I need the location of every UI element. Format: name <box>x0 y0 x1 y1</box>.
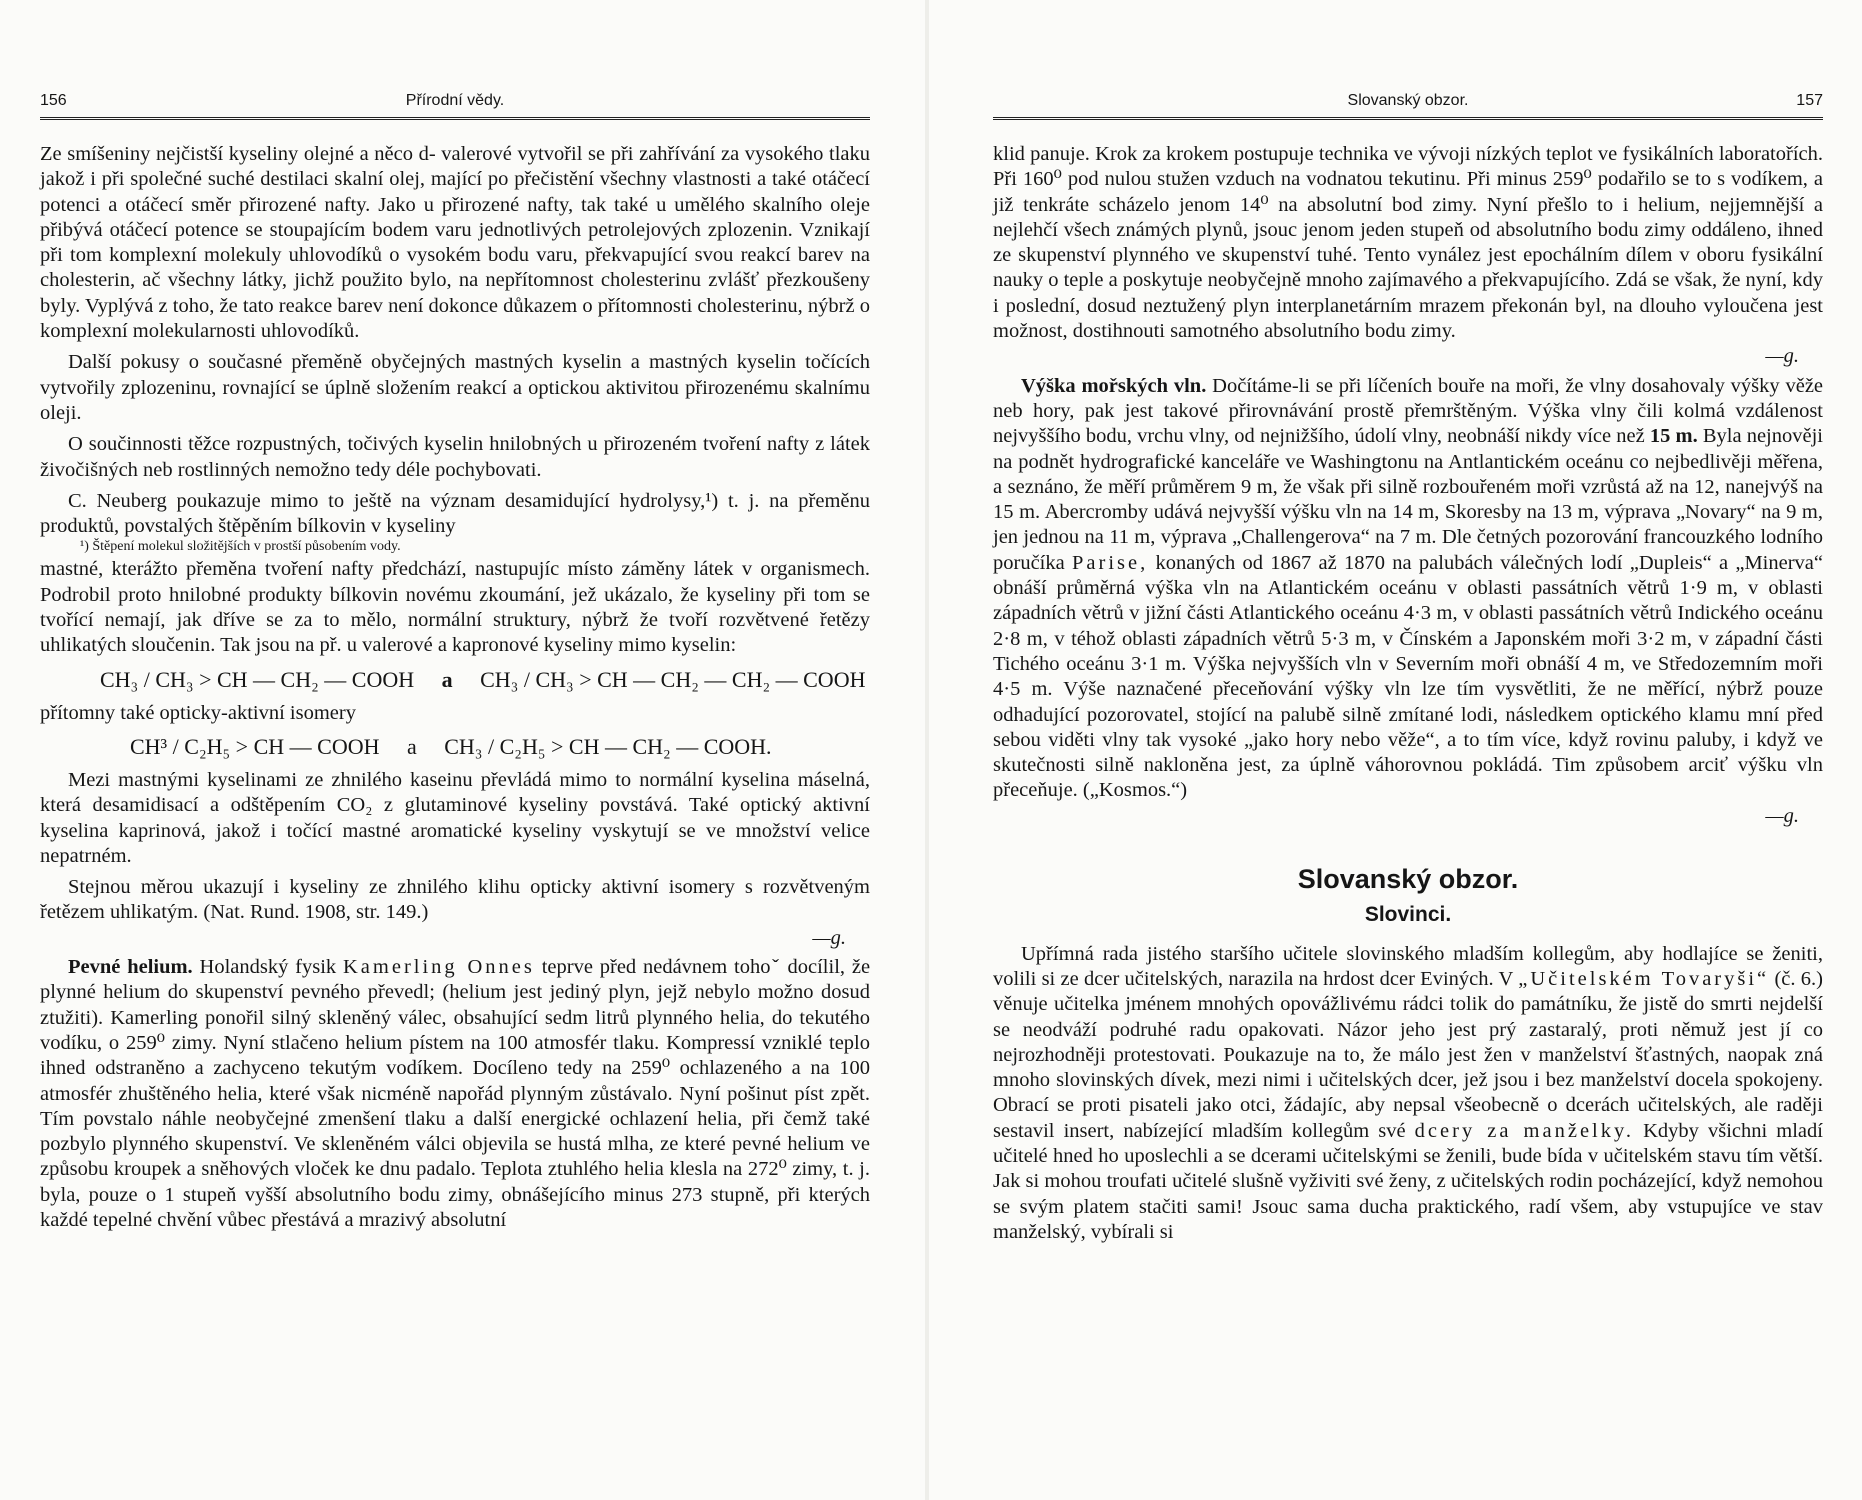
emphasis: 15 m. <box>1649 425 1698 448</box>
left-header <box>40 92 870 116</box>
paragraph: Ze smíšeniny nejčistší kyseliny olejné a něco d- valerové vytvořil se při zahřívání za vysokého tlaku jakož i při společné suché destilaci skalní olej, mající po přečistění všechny vlastnosti a také otáčecí potenci a otáčecí směr přirozené nafty. Jako u přirozené nafty, tak také u umělého skalního oleje přibývá otáčecí potence se stoupajícím bodem varu jednotlivých petrolejových zplozenin. Vznikají při tom komplexní molekuly uhlovodíků o vysokém bodu varu, překvapující svou reakcí barev na cholesterin, ač všechny látky, jichž použito bylo, na nepřítomnost cholesterinu zvlášť přezkoušeny byly. Vyplývá z toho, že tato reakce barev není dokonce důkazem o přítomnosti cholesterinu, nýbrž o komplexní molekularnosti uhlovodíků. <box>40 143 870 343</box>
left-page <box>40 0 870 1500</box>
slovinci-article <box>993 942 1823 1246</box>
right-page <box>993 0 1823 1500</box>
waves-article <box>993 374 1823 804</box>
person-name: Kamerling Onnes <box>343 956 535 979</box>
left-body <box>40 142 870 1239</box>
article-title-waves: Výška mořských vln. <box>1021 374 1207 397</box>
formula-row-2 <box>130 734 870 760</box>
gutter <box>925 0 929 1500</box>
paragraph: Další pokusy o současné přeměně obyčejných mastných kyselin a mastných kyselin točících vytvořily zplozeninu, rovnající se úplně složením reakcí a optickou aktivitou přirozenému skalnímu oleji. <box>40 351 870 424</box>
paragraph: O součinnosti těžce rozpustných, točivých kyselin hnilobných u přirozeném tvoření nafty z látek živočišných neb rostlinných nemožno tedy déle pochybovati. <box>40 433 870 481</box>
formula-and: a <box>441 666 453 692</box>
article-text: konaných od 1867 až 1870 na palubách válečných lodí „Dupleis“ a „Minerva“ obnáší průměrná výška vln na Atlantickém oceánu v oblasti passátních větrů 1·9 m, v oblasti západních větrů v jižní části Atlantického oceánu 4·3 m, v oblasti passátních větrů Indického oceánu 2·8 m, v téhož oblasti západních větrů 5·3 m, v Čínském a Japonském moři 3·2 m, v západní části Tichého oceánu 3·1 m. Výška nejvyšších vln v Severním moři obnáší 4 m, ve Středozemním moři 4·5 m. Výše naznačené přeceňování výšky vln lze tím vysvětliti, že ne měřící, nýbrž pouze odhadující pozorovatel, stojící na palubě silně zmítané lodi, následkem optického klamu mní před sebou viděti vlny tak vysoké „jako hory nebo věže“, a to tím více, když rovinu paluby, i když ve skutečnosti silně nakloněna jest, za úplně váhorovnou pokládá. Tim způsobem arciť výšku vln přeceňuje. („Kosmos.“) <box>993 551 1824 802</box>
section-subtitle: Slovinci. <box>1364 903 1452 927</box>
left-header-rule <box>40 117 870 120</box>
paragraph: Stejnou měrou ukazují i kyseliny ze zhnilého klihu opticky aktivní isomery s rozvětveným řetězem uhlikatým. (Nat. Rund. 1908, str. 149.) <box>40 876 870 924</box>
formula-isomer-1: CH³ / C₂H₅ > CH — COOH <box>130 733 380 759</box>
left-page-number: 156 <box>40 92 67 109</box>
paragraph: Mezi mastnými kyselinami ze zhnilého kaseinu převládá mimo to normální kyselina máselná, která desamidisací a odštěpením CO₂ z glutaminové kyseliny povstává. Také optický aktivní kyselina kaprinová, jakož i točící mastné aromatické kyseliny vyskytují se ve množství velice nepatrném. <box>40 768 870 867</box>
person-name: Parise, <box>1072 551 1149 574</box>
right-running-title: Slovanský obzor. <box>1347 92 1469 109</box>
article-text: Dočítáme-li se při líčeních bouře na moři, že vlny dosahovaly výšky věže neb hory, pak jest takové přirovnávání prostě přemrštěným. Výška vlny čili kolmá vzdálenost nejvyššího bodu, vrchu vlny, od nejnižšího, údolí vlny, neobnáší nikdy více než <box>993 374 1824 448</box>
formula-valeric: CH₃ / CH₃ > CH — CH₂ — COOH <box>100 666 415 692</box>
left-running-title: Přírodní vědy. <box>405 92 505 109</box>
helium-article <box>40 955 870 1233</box>
signature: —g. <box>812 926 846 949</box>
article-text: Upřímná rada jistého staršího učitele slovinského mladším kollegům, aby hodlajíce se ženiti, volili si ze dcer učitelských, narazila na hrdost dcer Eviných. V <box>993 942 1823 990</box>
right-header <box>993 92 1823 116</box>
article-text: Byla nejnověji na podnět hydrografické kanceláře ve Washingtonu na Antlantickém oceánu co nejbedlivěji měřena, a seznáno, že měří průměrem 9 m, že však při silně rozbouřeném moři vzrůstá až na 12, nanejvýš na 15 m. Abercromby udává nejvyšší výšku vln na 14 m, Skoresby na 13 m, výprava „Novary“ na 9 m, jen jednou na 11 m, výprava „Challengerova“ na 7 m. Dle četných pozorování francouzkého lodního poručíka <box>993 425 1823 574</box>
signature: —g. <box>1765 804 1799 827</box>
formula-row-1 <box>100 667 870 693</box>
right-body <box>993 142 1823 1251</box>
right-header-rule <box>993 117 1823 120</box>
right-page-number: 157 <box>1796 92 1823 109</box>
article-text: Kdyby všichni mladí učitelé hned ho uposlechli a se dcerami učitelskými se ženili, bude bída v učitelském stavu tím větší. Jak si mohou troufati učitelé slušně vyživiti své ženy, z učitelských rodin pocházející, když nemohou se svým platem stačiti sami! Jsouc sama ducha praktického, radí všem, aby vstupujíce ve stav manželský, vybírali si <box>993 1119 1823 1243</box>
article-text: (č. 6.) věnuje učitelka jménem mnohých opovážlivému rádci tolik do památníku, že jistě do smrti nejdelší se neodváží podruhé radu opakovati. Názor jeho jest prý zastaralý, proti němuž jest jí co nejrozhodněji protestovati. Poukazuje na to, že málo jest žen v manželství šťastných, naopak zná mnoho slovinských dívek, mezi nimi i učitelských dcer, jež jsou i bez manželství docela spokojeny. Obrací se proti pisateli jako otci, žádajíc, aby nepsal všeobecně o dcerách učitelských, ale raději sestavil insert, nabízející mladším kollegům své <box>993 967 1823 1142</box>
formula-intro: přítomny také opticky-aktivní isomery <box>40 701 356 724</box>
section-title: Slovanský obzor. <box>1297 864 1519 895</box>
footnote: ¹) Štěpení molekul složitějších v prostší působením vody. <box>80 539 401 555</box>
article-text: teprve před nedávnem tohoˇ docílil, že plynné helium do skupenství pevného převedl; (helium jest jediný plyn, jejž nebylo možno dosud ztužiti). Kamerling ponořil silný skleněný válec, obsahující sedm litrů plynného helia, do tekutého vodíku, o 259⁰ zimy. Nyní stlačeno helium pístem na 100 atmosfér tlaku. Kompressí vzniklé teplo ihned odstraněno a zachyceno tekutým vodíkem. Docíleno tedy na 259⁰ ochlazeného a na 100 atmosfér zhuštěného helia, které však nicméně napořád plynným zůstávalo. Nyní pošinut píst zpět. Tím povstalo náhle neobyčejné zmenšení tlaku a další energické ochlazení helia, při čemž také pozbylo plynného skupenství. Ve skleněném válci objevila se hustá mlha, ze které pevné helium ve způsobu kroupek a sněhových vloček ke dnu padalo. Teplota ztuhlého helia klesla na 272⁰ zimy, t. j. byla, pouze o 1 stupeň vyšší absolutního bodu zimy, obnášejícího minus 273 stupně, při kterých každé tepelné chvění vůbec přestává a mrazivý absolutní <box>40 956 871 1231</box>
formula-caproic: CH₃ / CH₃ > CH — CH₂ — CH₂ — COOH <box>480 666 866 692</box>
article-text: Holandský fysik <box>199 956 337 979</box>
journal-name: „Učitelském Tovaryši“ <box>1518 967 1770 990</box>
paragraph-continued: mastné, kterážto přeměna tvoření nafty předchází, nastupujíc místo záměny látek v organismech. Podrobil proto hnilobné produkty bílkovin novému zkoumání, jež ukázalo, že kyseliny při tom se tvořící nemají, jak dříve se za to mělo, normální struktury, nýbrž že tvoří rozvětvené řetězy uhlikatých sloučenin. Tak jsou na př. u valerové a kapronové kyseliny mimo kyselin: <box>40 558 870 657</box>
signature: —g. <box>1765 345 1799 368</box>
paragraph: klid panuje. Krok za krokem postupuje technika ve vývoji nízkých teplot ve fysikálních laboratořích. Při 160⁰ pod nulou stužen vzduch na vodnatou tekutinu. Při minus 259⁰ podařilo se to s vodíkem, a již tenkráte scházelo jenom 14⁰ na absolutní bod zimy. Nyní přešlo to i helium, nejjemnější a nejlehčí všech známých plynů, jsouc jenom jeden stupeň od absolutního bodu zimy oddáleno, ihned ze skupenství plynného ve skupenství tuhé. Tento vynález jest epochálním dílem v oboru fysikální nauky o teple a poskytuje neobyčejně mnoho zajímavého a překvapujícího. Zdá se však, že nyní, kdy i poslední, dosud neztužený plyn interplanetárním mrazem překonán byl, na dlouho vyloučena jest možnost, dostihnouti samotného absolutního bodu zimy. <box>993 143 1823 343</box>
paragraph: C. Neuberg poukazuje mimo to ještě na význam desamidující hydrolysy,¹) t. j. na přeměnu produktů, povstalých štěpěním bílkovin v kyseliny <box>40 489 870 538</box>
emphasis: dcery za manželky. <box>1414 1119 1635 1142</box>
formula-isomer-2: CH₃ / C₂H₅ > CH — CH₂ — COOH. <box>444 733 772 759</box>
formula-and-2: a <box>406 733 417 759</box>
article-title-helium: Pevné helium. <box>68 956 193 979</box>
